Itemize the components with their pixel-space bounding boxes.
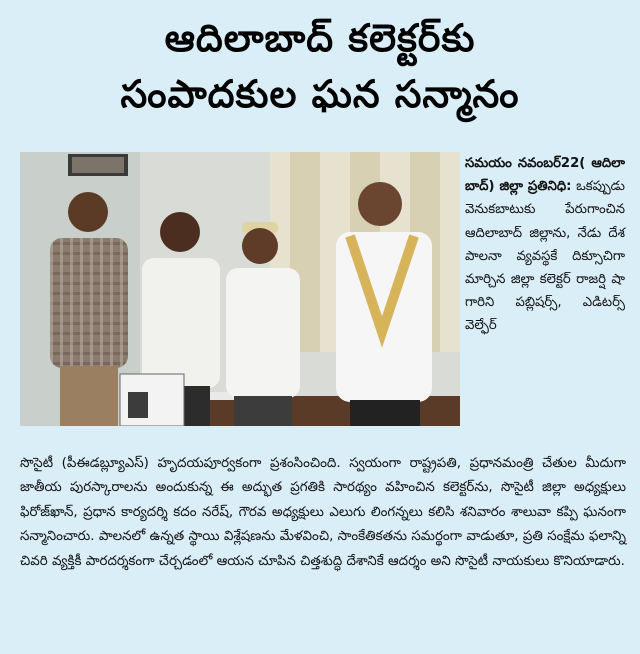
news-clipping bbox=[10, 4, 630, 650]
headline-line-2: సంపాదకుల ఘన సన్మానం bbox=[120, 72, 520, 116]
body-side-text: ఒకప్పుడు వెనుకబాటుకు పేరుగాంచిన ఆదిలాబాద్ జిల్లాను, నేడు దేశ పాలనా వ్యవస్థకే దిక్సూచిగా మార్చిన జిల్లా కలెక్టర్ రాజర్షి షా గారిని పబ్లిషర్స్, ఎడిటర్స్ వెల్ఫేర్ bbox=[465, 179, 625, 334]
news-photo bbox=[20, 152, 460, 426]
article-side-column bbox=[465, 152, 625, 338]
felicitation-photo-illustration bbox=[20, 152, 460, 426]
dateline: సమయం నవంబర్22( ఆదిలా బాద్) జిల్లా ప్రతినిధి: bbox=[465, 156, 625, 195]
headline-line-1: ఆదిలాబాద్ కలెక్టర్‌కు bbox=[164, 16, 476, 60]
article-body: సొసైటీ (పీఈడబ్ల్యూఎస్) హృదయపూర్వకంగా ప్రశంసించింది. స్వయంగా రాష్ట్రపతి, ప్రధానమంత్రి చేతుల మీదుగా జాతీయ పురస్కారాలను అందుకున్న ఈ అద్భుత ప్రగతికి సారథ్యం వహించిన కలెక్టర్‌ను, సొసైటీ జిల్లా అధ్యక్షులు ఫిరోజ్‌ఖాన్, ప్రధాన కార్యదర్శి కదం నరేష్, గౌరవ అధ్యక్షులు ఎలుగు లింగన్నలు కలిసి శనివారం శాలువా కప్పి ఘనంగా సన్మానించారు. పాలనలో ఉన్నత స్థాయి విశ్లేషణను మేళవించి, సాంకేతికతను సమర్థంగా వాడుతూ, ప్రతి సంక్షేమ ఫలాన్ని చివరి వ్యక్తికీ పారదర్శకంగా చేర్చడంలో ఆయన చూపిన చిత్తశుద్ధి దేశానికే ఆదర్శం అని సొసైటీ నాయకులు కొనియాడారు. bbox=[20, 456, 626, 569]
headline bbox=[10, 10, 630, 122]
